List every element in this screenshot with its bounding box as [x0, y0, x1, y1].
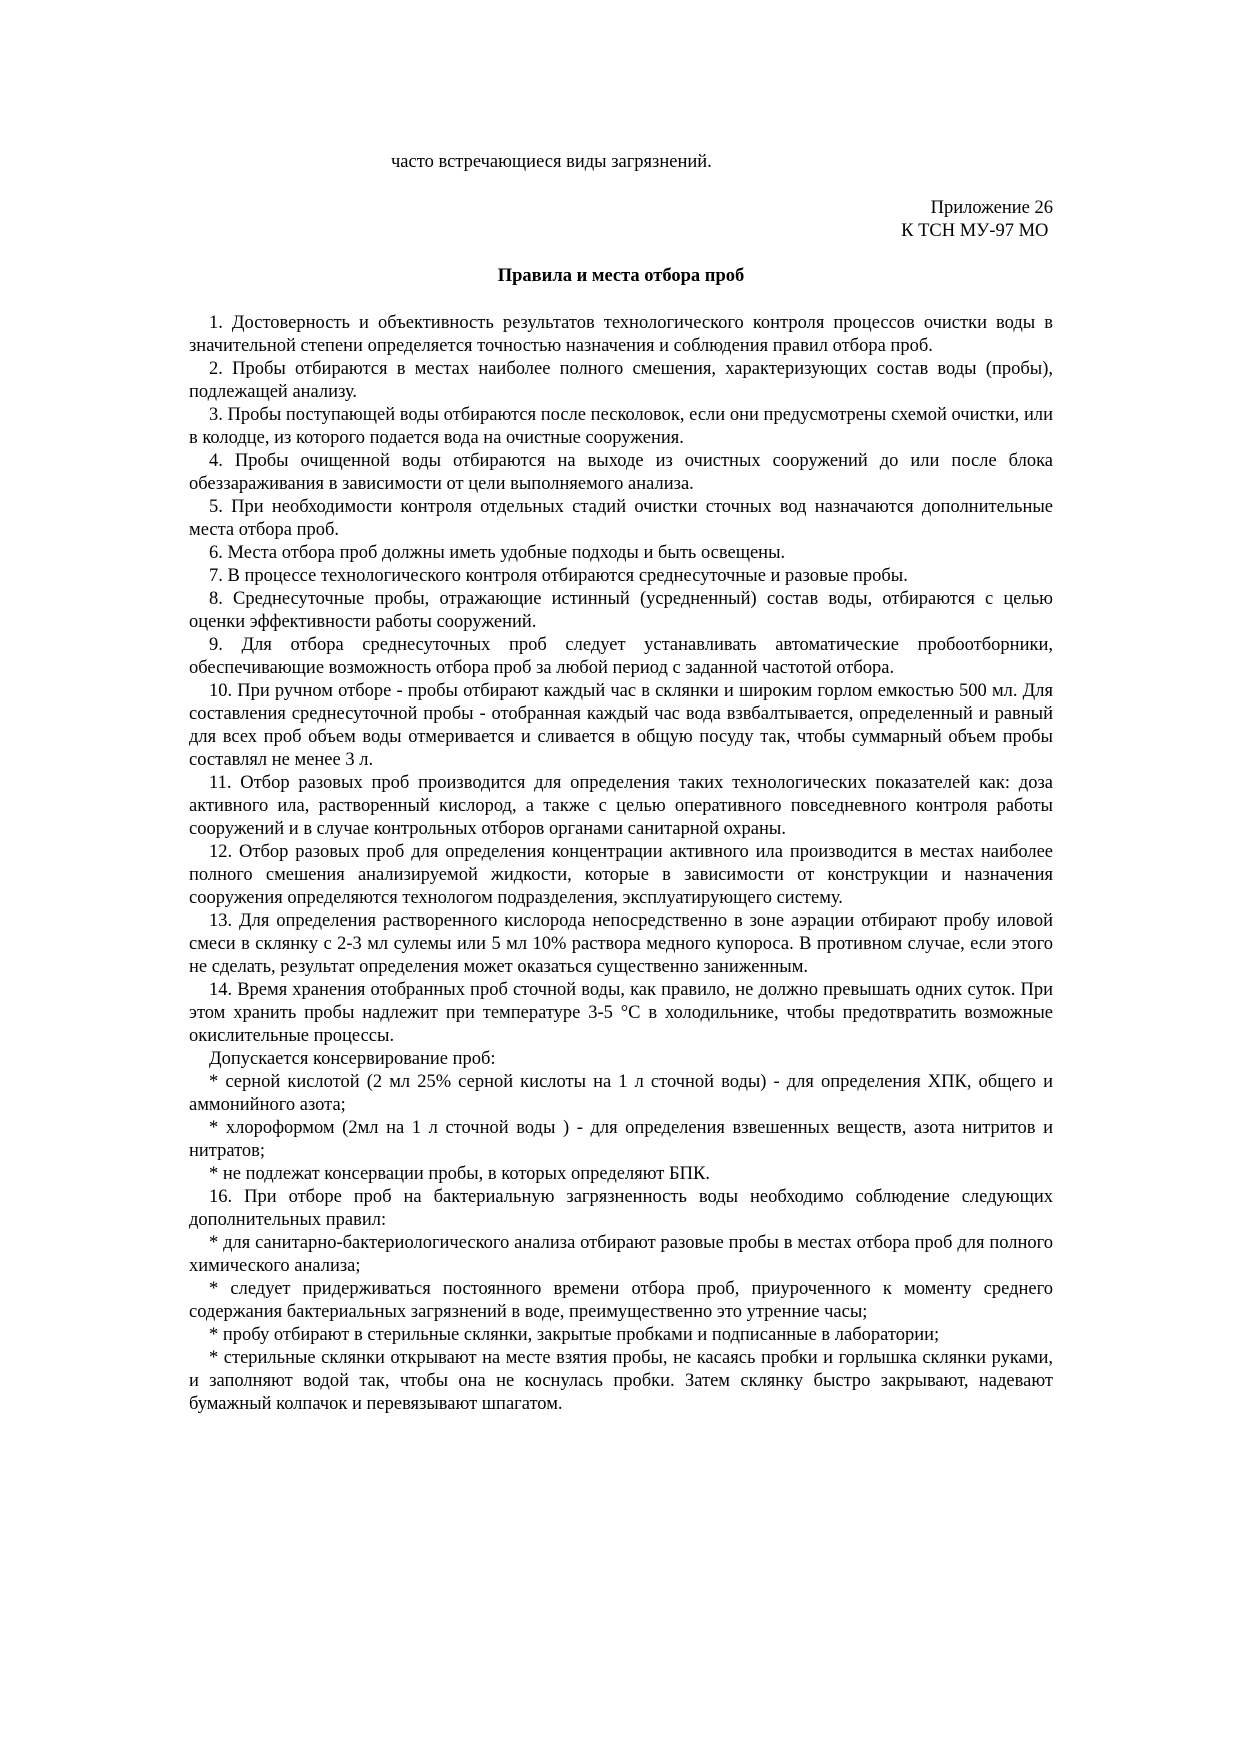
paragraph-11: 11. Отбор разовых проб производится для определения таких технологических показателей как: доза активного ила, растворенный кислород, а также с целью оперативного повседневного контроля работы сооружений и в случае контрольных отборов органами санитарной охраны.: [189, 773, 1053, 839]
paragraph-12: 12. Отбор разовых проб для определения концентрации активного ила производится в местах наиболее полного смешения анализируемой жидкости, которые в зависимости от конструкции и назначения сооружения определяются технологом подразделения, эксплуатирующего систему.: [189, 842, 1053, 908]
paragraph-8: 8. Среднесуточные пробы, отражающие истинный (усредненный) состав воды, отбираются с целью оценки эффективности работы сооружений.: [189, 589, 1053, 632]
appendix-reference: [901, 197, 1053, 243]
paragraph-1: 1. Достоверность и объективность результатов технологического контроля процессов очистки воды в значительной степени определяется точностью назначения и соблюдения правил отбора проб.: [189, 313, 1053, 356]
document-title: Правила и места отбора проб: [497, 266, 745, 286]
paragraph-3: 3. Пробы поступающей воды отбираются после песколовок, если они предусмотрены схемой очистки, или в колодце, из которого подается вода на очистные сооружения.: [189, 405, 1053, 448]
preservation-item-bod: * не подлежат консервации пробы, в которых определяют БПК.: [209, 1164, 710, 1184]
paragraph-4: 4. Пробы очищенной воды отбираются на выходе из очистных сооружений до или после блока обеззараживания в зависимости от цели выполняемого анализа.: [189, 451, 1053, 494]
paragraph-14: 14. Время хранения отобранных проб сточной воды, как правило, не должно превышать одних суток. При этом хранить пробы надлежит при температуре 3-5 °С в холодильнике, чтобы предотвратить возможные окислительные процессы.: [189, 980, 1053, 1046]
bacterial-rule-2: * следует придерживаться постоянного времени отбора проб, приуроченного к моменту среднего содержания бактериальных загрязнений в воде, преимущественно это утренние часы;: [189, 1279, 1053, 1322]
bacterial-rule-3: * пробу отбирают в стерильные склянки, закрытые пробками и подписанные в лаборатории;: [209, 1325, 940, 1345]
continuation-line: часто встречающиеся виды загрязнений.: [391, 152, 712, 172]
paragraph-13: 13. Для определения растворенного кислорода непосредственно в зоне аэрации отбирают пробу иловой смеси в склянку с 2-3 мл сулемы или 5 мл 10% раствора медного купороса. В противном случае, если этого не сделать, результат определения может оказаться существенно заниженным.: [189, 911, 1053, 977]
paragraph-6: 6. Места отбора проб должны иметь удобные подходы и быть освещены.: [209, 543, 786, 563]
appendix-standard: К ТСН МУ-97 МО: [901, 221, 1053, 241]
appendix-number: Приложение 26: [930, 198, 1053, 218]
document-body: [189, 312, 1053, 1416]
preservation-item-sulfuric: * серной кислотой (2 мл 25% серной кислоты на 1 л сточной воды) - для определения ХПК, общего и аммонийного азота;: [189, 1072, 1053, 1115]
paragraph-16: 16. При отборе проб на бактериальную загрязненность воды необходимо соблюдение следующих дополнительных правил:: [189, 1187, 1053, 1230]
paragraph-2: 2. Пробы отбираются в местах наиболее полного смешения, характеризующих состав воды (пробы), подлежащей анализу.: [189, 359, 1053, 402]
paragraph-7: 7. В процессе технологического контроля отбираются среднесуточные и разовые пробы.: [209, 566, 908, 586]
paragraph-9: 9. Для отбора среднесуточных проб следует устанавливать автоматические пробоотборники, обеспечивающие возможность отбора проб за любой период с заданной частотой отбора.: [189, 635, 1053, 678]
preservation-item-chloroform: * хлороформом (2мл на 1 л сточной воды ) - для определения взвешенных веществ, азота нитритов и нитратов;: [189, 1118, 1053, 1161]
paragraph-5: 5. При необходимости контроля отдельных стадий очистки сточных вод назначаются дополнительные места отбора проб.: [189, 497, 1053, 540]
bacterial-rule-1: * для санитарно-бактериологического анализа отбирают разовые пробы в местах отбора проб для полного химического анализа;: [189, 1233, 1053, 1276]
preservation-intro: Допускается консервирование проб:: [209, 1049, 496, 1069]
paragraph-10: 10. При ручном отборе - пробы отбирают каждый час в склянки и широким горлом емкостью 500 мл. Для составления среднесуточной пробы - отобранная каждый час вода взвбалтывается, определенный и равный для всех проб объем воды отмеривается и сливается в общую посуду так, чтобы суммарный объем пробы составлял не менее 3 л.: [189, 681, 1053, 770]
bacterial-rule-4: * стерильные склянки открывают на месте взятия пробы, не касаясь пробки и горлышка склянки руками, и заполняют водой так, чтобы она не коснулась пробки. Затем склянку быстро закрывают, надевают бумажный колпачок и перевязывают шпагатом.: [189, 1348, 1053, 1414]
